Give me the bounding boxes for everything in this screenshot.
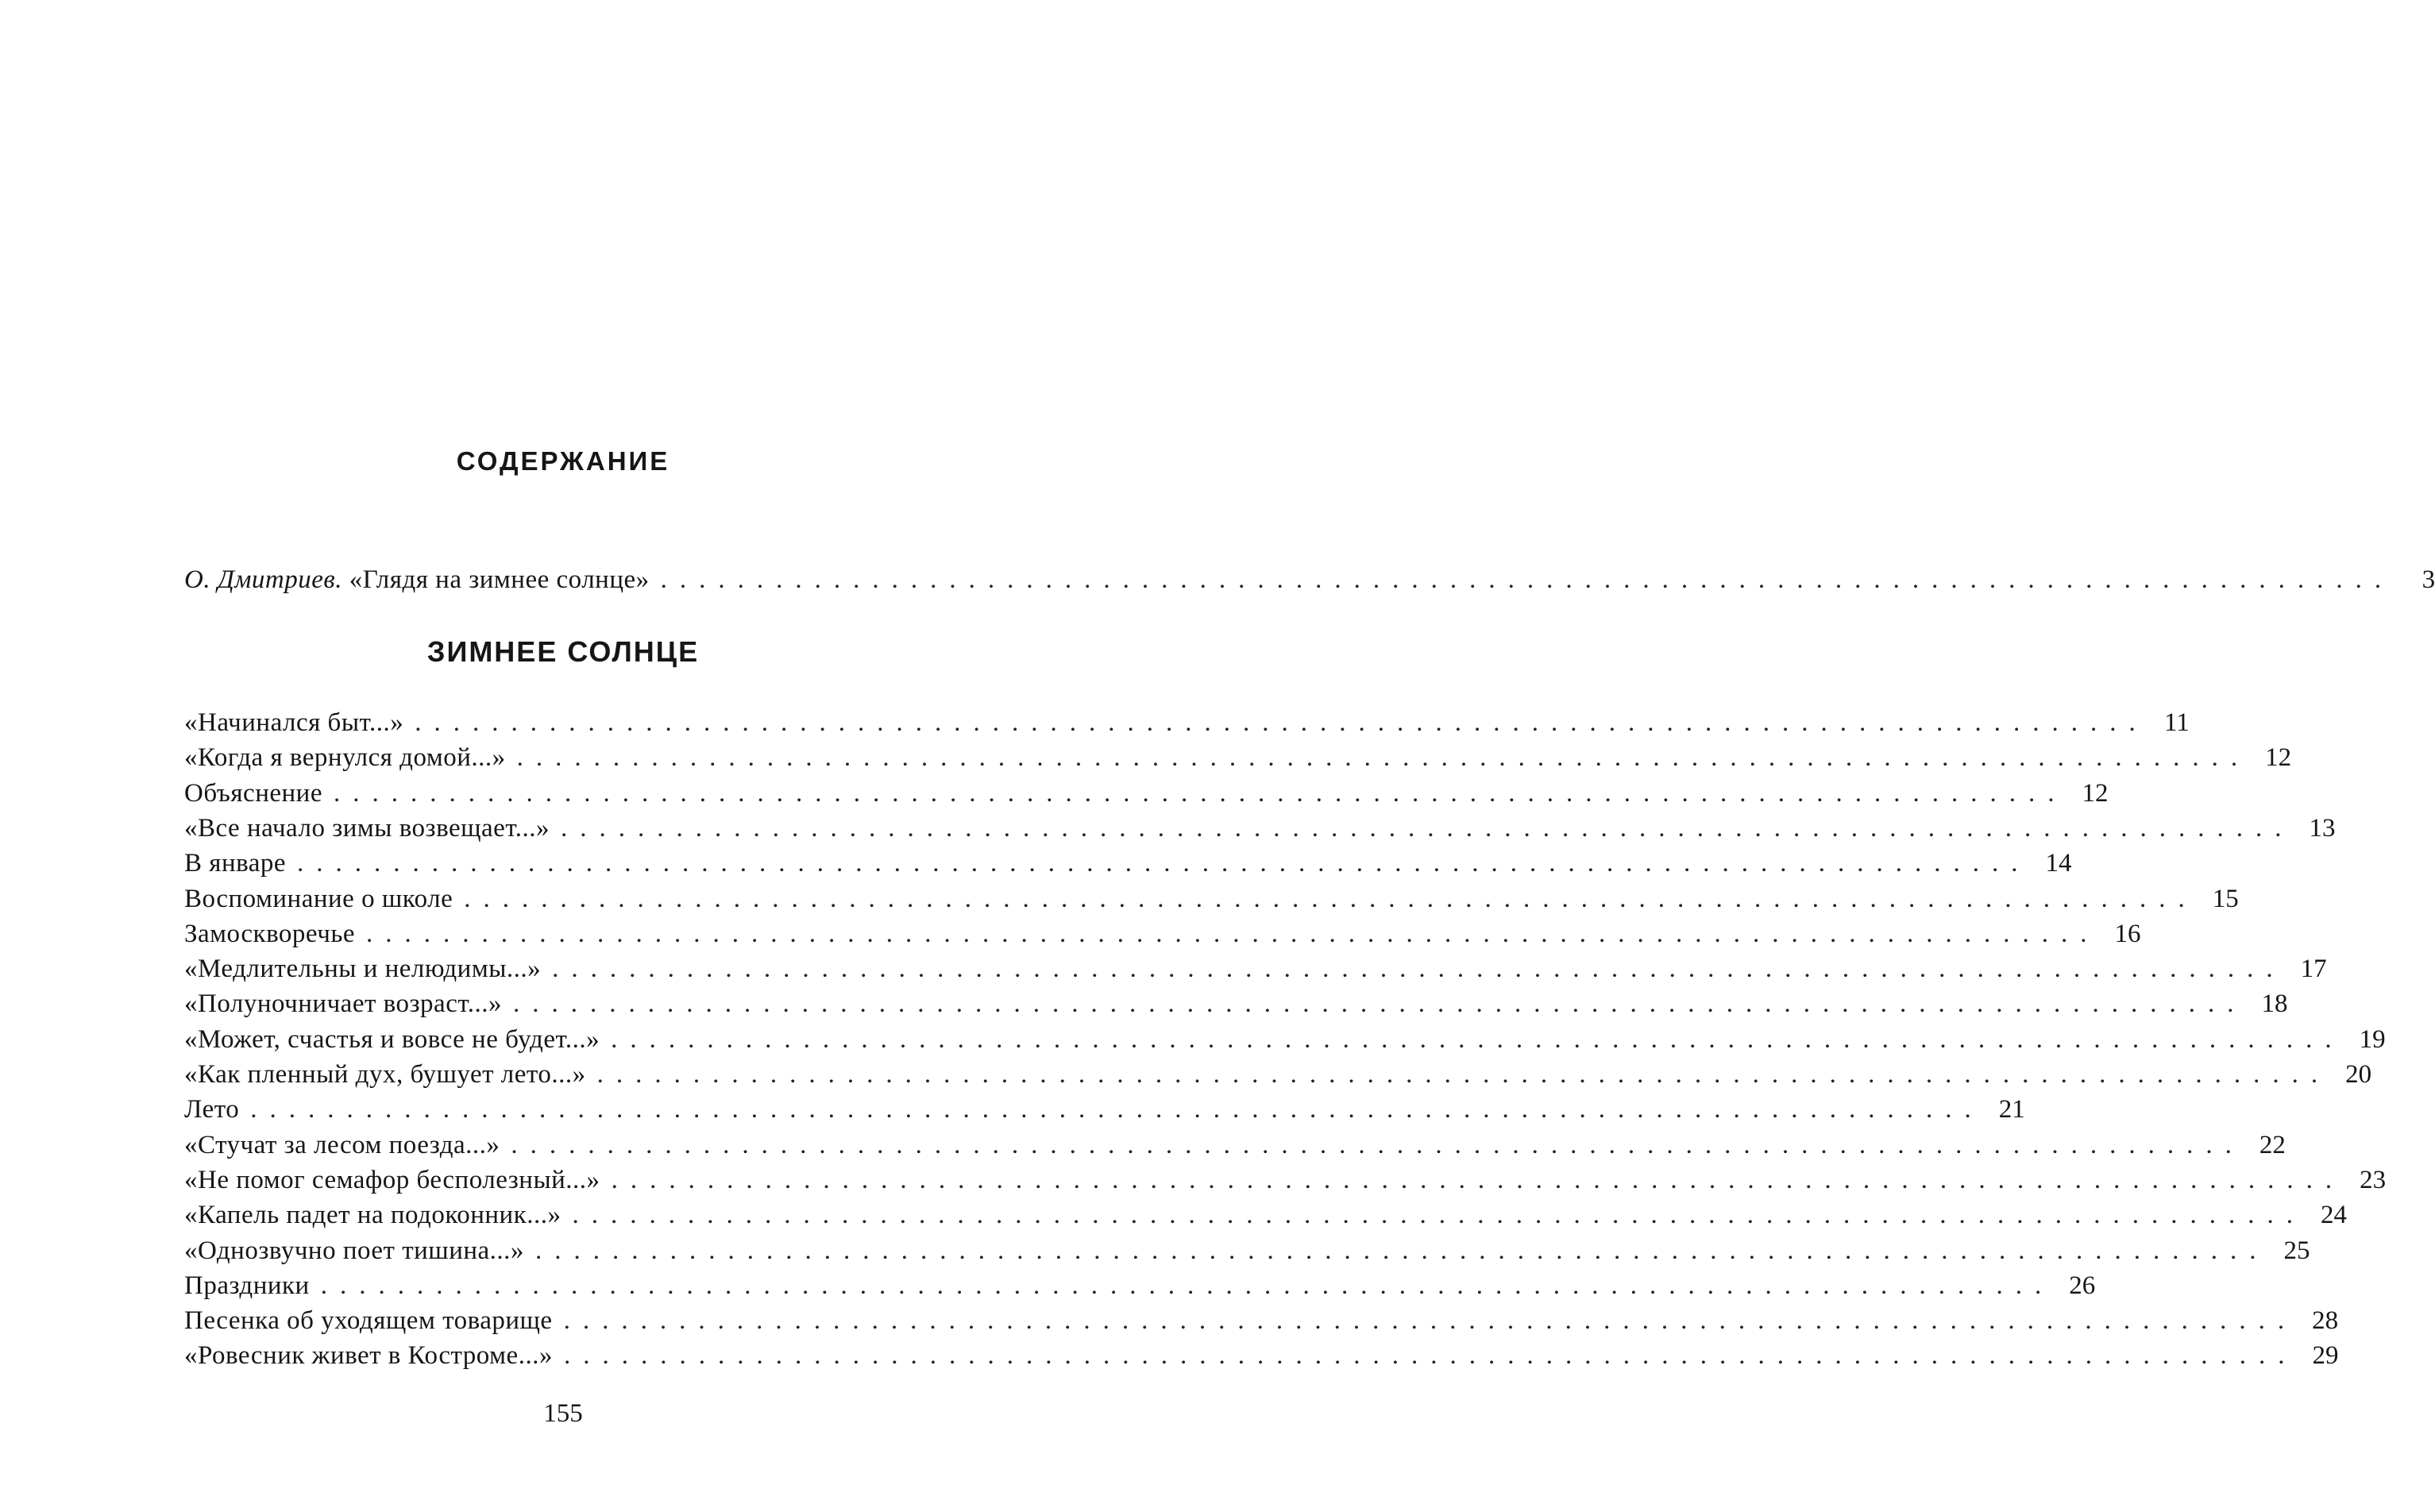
- toc-entry[interactable]: [184, 708, 2190, 740]
- dot-leader: ..........................................................................................: [513, 989, 2247, 1019]
- toc-entry-title: «Как пленный дух, бушует лето...»: [184, 1060, 586, 1089]
- section-title: ЗИМНЕЕ СОЛНЦЕ: [426, 635, 700, 668]
- toc-entry[interactable]: [184, 1060, 2372, 1092]
- dot-leader: ..........................................................................................: [250, 1095, 1984, 1124]
- toc-entry-title: Воспоминание о школе: [184, 884, 453, 913]
- toc-entry[interactable]: [184, 778, 2109, 811]
- toc-entry-page: 12: [2082, 778, 2109, 808]
- toc-entry[interactable]: [184, 919, 2141, 951]
- dot-leader: ..........................................................................................: [464, 884, 2198, 913]
- toc-entry-title: Праздники: [184, 1271, 310, 1300]
- toc-entry[interactable]: [184, 1341, 2339, 1373]
- toc-entry[interactable]: [184, 1095, 2025, 1127]
- toc-entry-title: В январе: [184, 849, 287, 878]
- toc-entry-page: 25: [2283, 1236, 2310, 1265]
- dot-leader: ..........................................................................................: [552, 955, 2286, 984]
- toc-entry-title: «Не помог семафор бесполезный...»: [184, 1165, 600, 1194]
- toc-entry[interactable]: [184, 1201, 2347, 1232]
- dot-leader: ..........................................................................................: [297, 849, 2031, 878]
- dot-leader: ..........................................................................................: [511, 1130, 2244, 1159]
- dot-leader: ..........................................................................................: [320, 1271, 2055, 1300]
- toc-entry-title: Замоскворечье: [184, 919, 356, 948]
- toc-entry-title: «Медлительны и нелюдимы...»: [184, 955, 542, 984]
- toc-entry-page: 11: [2163, 708, 2190, 737]
- toc-entry-page: 19: [2359, 1024, 2386, 1054]
- toc-entry-page: 14: [2045, 849, 2072, 878]
- dot-leader: ..........................................................................................: [561, 813, 2294, 843]
- toc-entry-title: Лето: [184, 1095, 240, 1124]
- dot-leader: ..........................................................................................: [611, 1165, 2345, 1194]
- toc-entry-page: 17: [2300, 955, 2327, 984]
- toc-entry-page: 23: [2360, 1165, 2387, 1194]
- toc-entry-title: Объяснение: [184, 778, 322, 808]
- toc-entry[interactable]: [184, 813, 2336, 846]
- toc-entry-title: «Может, счастья и вовсе не будет...»: [184, 1024, 600, 1054]
- toc-entry-title: «Полуночничает возраст...»: [184, 989, 503, 1019]
- toc-entry-page: 28: [2312, 1306, 2339, 1336]
- toc-entry-title: Песенка об уходящем товарище: [184, 1306, 553, 1336]
- toc-entry-title: «Когда я вернулся домой...»: [184, 743, 506, 773]
- toc-entry-page: 3: [2421, 565, 2435, 594]
- dot-leader: ..........................................................................................: [596, 1060, 2331, 1089]
- dot-leader: ..........................................................................................: [611, 1024, 2344, 1054]
- toc-entry-title: [184, 565, 650, 595]
- toc-entry-page: 22: [2259, 1130, 2286, 1159]
- preface-title: «Глядя на зимнее солнце»: [349, 565, 650, 594]
- toc-entry-page: 16: [2114, 919, 2141, 948]
- toc-entry-title: «Ровесник живет в Костроме...»: [184, 1341, 553, 1371]
- toc-entry[interactable]: [184, 1236, 2310, 1268]
- toc-entry-page: 20: [2345, 1060, 2372, 1089]
- toc-entry[interactable]: [184, 1165, 2387, 1198]
- toc-entry-page: 24: [2320, 1201, 2347, 1230]
- toc-entry-page: 29: [2312, 1341, 2339, 1371]
- dot-leader: ..........................................................................................: [563, 1306, 2298, 1336]
- toc-entry[interactable]: [184, 955, 2327, 986]
- dot-leader: ..........................................................................................: [415, 708, 2148, 737]
- dot-leader: ..........................................................................................: [516, 743, 2251, 773]
- toc-entry[interactable]: [184, 1271, 2096, 1303]
- preface-author: О. Дмитриев.: [184, 565, 342, 594]
- toc-entry[interactable]: [184, 743, 2292, 775]
- toc-entry-title: «Все начало зимы возвещает...»: [184, 813, 550, 843]
- toc-entry-page: 13: [2309, 813, 2336, 843]
- toc-entry[interactable]: [184, 1024, 2386, 1057]
- contents-heading: СОДЕРЖАНИЕ: [456, 446, 670, 476]
- toc-entry-page: 18: [2261, 989, 2288, 1019]
- toc-entry[interactable]: [184, 884, 2239, 916]
- toc-entry-preface[interactable]: [184, 565, 2435, 597]
- dot-leader: ..........................................................................................: [563, 1341, 2298, 1371]
- toc-entry-page: 21: [1998, 1095, 2025, 1124]
- toc-entry-page: 12: [2265, 743, 2292, 773]
- toc-entry[interactable]: [184, 1306, 2339, 1338]
- dot-leader: ..........................................................................................: [572, 1201, 2306, 1230]
- dot-leader: ..........................................................................................: [333, 778, 2067, 808]
- toc-entry-title: «Капель падет на подоконник...»: [184, 1201, 561, 1230]
- dot-leader: ..........................................................................................: [534, 1236, 2269, 1265]
- toc-entry[interactable]: [184, 849, 2072, 881]
- toc-entry-title: «Начинался быт...»: [184, 708, 404, 737]
- dot-leader: ..........................................................................................: [366, 919, 2100, 948]
- toc-entry-page: 15: [2212, 884, 2239, 913]
- toc-entry-page: 26: [2069, 1271, 2096, 1300]
- toc-entry[interactable]: [184, 989, 2288, 1021]
- toc-entry[interactable]: [184, 1130, 2286, 1163]
- toc-entry-title: «Стучат за лесом поезда...»: [184, 1130, 500, 1159]
- page-number: 155: [543, 1399, 583, 1428]
- toc-entry-title: «Однозвучно поет тишина...»: [184, 1236, 524, 1265]
- dot-leader: ..........................................................................................: [660, 565, 2394, 594]
